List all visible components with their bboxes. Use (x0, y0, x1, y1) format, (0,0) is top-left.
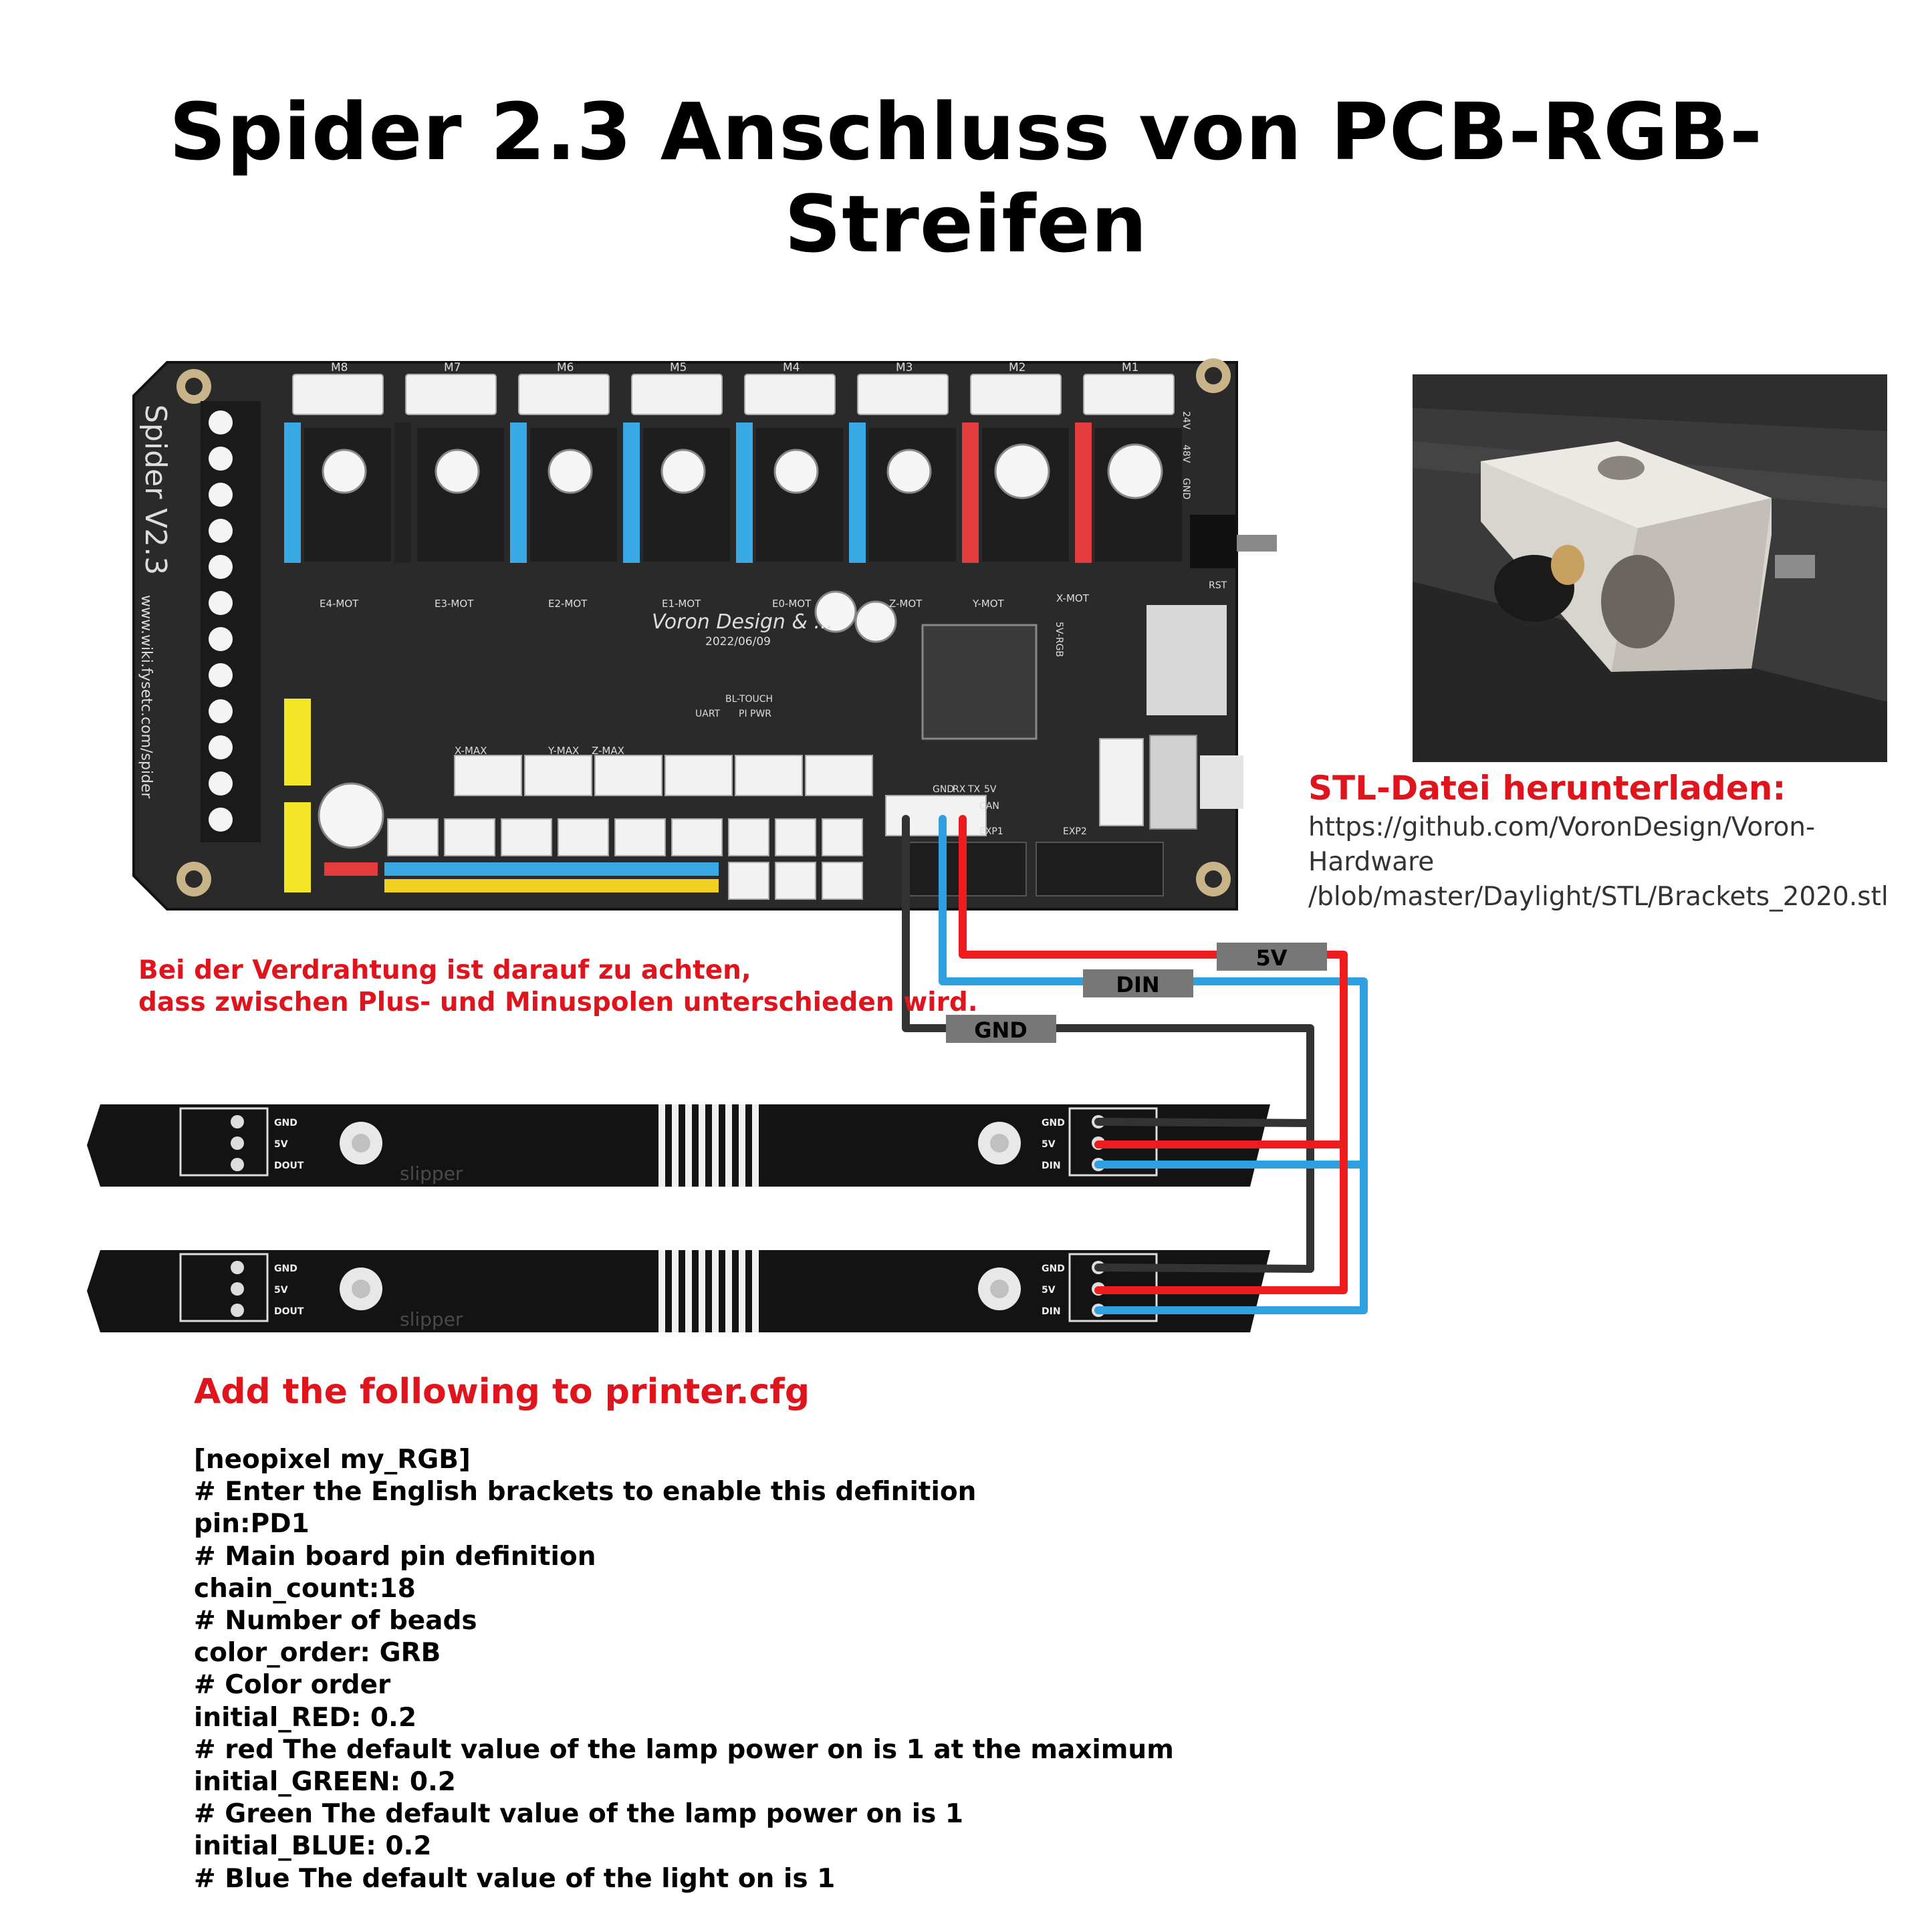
rgb-pin-label: 5V (984, 784, 997, 795)
board-label-can: CAN (979, 801, 999, 812)
motor-label: Y-MOT (973, 598, 1004, 610)
board-label-gnd: GND (1181, 478, 1191, 500)
motor-port-label: M1 (1122, 361, 1139, 374)
strip-pin-label: GND (274, 1118, 297, 1128)
motor-label: Z-MOT (889, 598, 923, 610)
strip-pin-label: DOUT (274, 1306, 304, 1317)
config-line: # Green The default value of the lamp power on is 1 (194, 1799, 964, 1830)
config-line: pin:PD1 (194, 1509, 310, 1540)
din-wire-label: DIN (1116, 972, 1160, 997)
usb-port (1150, 735, 1197, 829)
config-line: color_order: GRB (194, 1638, 441, 1669)
motor-label: E3-MOT (435, 598, 474, 610)
config-line: # Blue The default value of the light on is 1 (194, 1863, 836, 1894)
config-heading: Add the following to printer.cfg (194, 1372, 810, 1412)
config-line: # Enter the English brackets to enable this definition (194, 1477, 977, 1507)
strip-pin-label: DOUT (274, 1161, 304, 1171)
rgb-pin-label: GND (933, 784, 955, 795)
led-strip-2 (87, 1250, 1270, 1332)
reset-button (1190, 515, 1237, 568)
bracket-photo (1413, 374, 1887, 762)
fuse-12v (284, 802, 311, 892)
config-line: initial_RED: 0.2 (194, 1702, 417, 1733)
board-label-exp1: EXP1 (979, 826, 1003, 837)
fuse-24v (284, 699, 311, 786)
strip-pin-label: DIN (1042, 1306, 1061, 1317)
strip-pin-label: GND (1042, 1118, 1065, 1128)
page-title: Spider 2.3 Anschluss von PCB-RGB-Streifen (168, 86, 1763, 270)
endstop-label: Y-MAX (548, 745, 580, 757)
strip-pin-label: 5V (274, 1139, 288, 1150)
board-label-pipwr: PI PWR (739, 709, 772, 719)
config-line: initial_GREEN: 0.2 (194, 1767, 456, 1798)
warning-line2: dass zwischen Plus- und Minuspolen unterschieden wird. (138, 987, 978, 1017)
strip-pin-label: GND (1042, 1263, 1065, 1274)
board-label-bltouch: BL-TOUCH (725, 694, 773, 705)
motor-port-label: M5 (670, 361, 687, 374)
motor-label: X-MOT (1056, 592, 1089, 604)
motor-label: E4-MOT (320, 598, 359, 610)
rgb-pin-labels (933, 784, 997, 795)
usb-c-port (1200, 755, 1243, 809)
gnd-wire-label: GND (974, 1017, 1028, 1043)
endstop-label: X-MAX (455, 745, 487, 757)
board-label-rst: RST (1209, 580, 1227, 591)
strip-pin-label: 5V (1042, 1285, 1056, 1296)
motor-label: E1-MOT (662, 598, 701, 610)
stl-url-line1: https://github.com/VoronDesign/Voron-Hardware (1308, 812, 1816, 877)
v5-wire-label: 5V (1255, 945, 1288, 971)
stl-url[interactable] (1308, 810, 1932, 915)
config-line: # Color order (194, 1670, 391, 1701)
rgb-header (886, 796, 986, 836)
config-lines (194, 1444, 1174, 1895)
board-date: 2022/06/09 (705, 635, 771, 648)
strip-pin-label: 5V (274, 1285, 288, 1296)
rgb-pin-label: TX (968, 784, 981, 795)
strip-pin-label: 5V (1042, 1139, 1056, 1150)
mcu-chip (923, 625, 1036, 739)
stl-heading: STL-Datei herunterladen: (1308, 769, 1786, 808)
config-line: chain_count:18 (194, 1573, 416, 1604)
board-brand: Voron Design & ... (652, 610, 834, 634)
config-line: # Number of beads (194, 1606, 477, 1637)
motor-label: E0-MOT (772, 598, 812, 610)
stl-url-line2: /blob/master/Daylight/STL/Brackets_2020.stl (1308, 882, 1889, 912)
config-line: # red The default value of the lamp power on is 1 at the maximum (194, 1734, 1174, 1765)
motor-port-label: M7 (444, 361, 461, 374)
board-label-uart: UART (695, 709, 721, 719)
motor-port-label: M6 (557, 361, 574, 374)
motor-port-label: M8 (331, 361, 348, 374)
exp2-header (1036, 842, 1163, 896)
config-line: initial_BLUE: 0.2 (194, 1831, 432, 1862)
board-url: www.wiki.fysetc.com/spider (138, 595, 154, 799)
rgb-pin-label: RX (953, 784, 966, 795)
motor-port-label: M2 (1009, 361, 1026, 374)
strip-pin-label: GND (274, 1263, 297, 1274)
board-label-exp2: EXP2 (1063, 826, 1087, 837)
board-label-5vrgb: 5V-RGB (1054, 622, 1064, 657)
config-line: [neopixel my_RGB] (194, 1445, 471, 1475)
spider-board (134, 358, 1277, 909)
config-line: # Main board pin definition (194, 1541, 596, 1572)
strip-pin-label: DIN (1042, 1161, 1061, 1171)
power-terminal (201, 401, 261, 842)
motor-port-label: M3 (896, 361, 913, 374)
sd-card-slot (1146, 605, 1227, 715)
board-name: Spider V2.3 (138, 404, 172, 576)
warning-line1: Bei der Verdrahtung ist darauf zu achten, (138, 955, 751, 985)
wiring-warning (138, 955, 978, 1019)
motor-label: E2-MOT (548, 598, 588, 610)
led-strip-1 (87, 1104, 1270, 1187)
motor-port-label: M4 (783, 361, 800, 374)
strip-watermark: slipper (400, 1308, 463, 1330)
strip-watermark: slipper (400, 1163, 463, 1185)
board-label-48v: 48V (1181, 445, 1191, 463)
endstop-label: Z-MAX (592, 745, 624, 757)
board-label-24v: 24V (1181, 411, 1191, 430)
